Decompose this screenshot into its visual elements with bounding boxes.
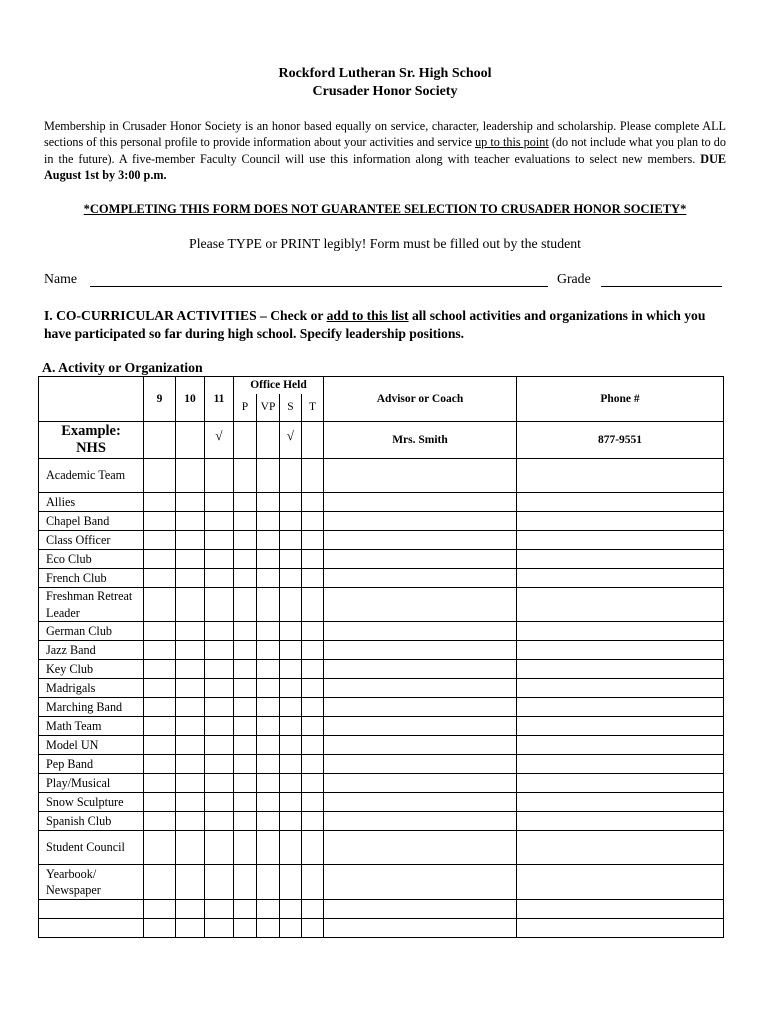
activity-rows bbox=[39, 459, 724, 938]
grade-11-header: 11 bbox=[205, 377, 234, 422]
office-t-check[interactable] bbox=[302, 459, 324, 493]
grade-10-check[interactable] bbox=[176, 698, 205, 717]
office-t-check[interactable] bbox=[302, 793, 324, 812]
office-vp-check[interactable] bbox=[257, 919, 280, 938]
office-t-check[interactable] bbox=[302, 900, 324, 919]
table-row bbox=[39, 793, 724, 812]
phone-cell[interactable] bbox=[517, 550, 724, 569]
activity-name: Spanish Club bbox=[39, 812, 144, 831]
grade-11-check[interactable] bbox=[205, 512, 234, 531]
advisor-cell[interactable] bbox=[324, 679, 517, 698]
advisor-cell[interactable] bbox=[324, 865, 517, 900]
office-s-check[interactable] bbox=[280, 660, 302, 679]
office-vp-check[interactable] bbox=[257, 588, 280, 622]
table-row bbox=[39, 679, 724, 698]
grade-9-check[interactable] bbox=[144, 900, 176, 919]
advisor-cell[interactable] bbox=[324, 660, 517, 679]
office-p-check[interactable] bbox=[234, 717, 257, 736]
table-row bbox=[39, 550, 724, 569]
advisor-cell[interactable] bbox=[324, 919, 517, 938]
grade-10-check[interactable] bbox=[176, 588, 205, 622]
grade-11-check[interactable] bbox=[205, 831, 234, 865]
office-s-check[interactable] bbox=[280, 493, 302, 512]
office-s-check[interactable] bbox=[280, 588, 302, 622]
table-row bbox=[39, 588, 724, 622]
office-s-check[interactable] bbox=[280, 717, 302, 736]
office-vp-check[interactable] bbox=[257, 679, 280, 698]
activity-name bbox=[39, 919, 144, 938]
office-vp-check[interactable] bbox=[257, 900, 280, 919]
activity-name: German Club bbox=[39, 622, 144, 641]
office-t-check[interactable] bbox=[302, 493, 324, 512]
office-p-check[interactable] bbox=[234, 531, 257, 550]
activity-name bbox=[39, 900, 144, 919]
grade-10-check[interactable] bbox=[176, 831, 205, 865]
grade-10-check[interactable] bbox=[176, 736, 205, 755]
grade-9-check[interactable] bbox=[144, 622, 176, 641]
grade-9-check[interactable] bbox=[144, 493, 176, 512]
table-header-row bbox=[39, 377, 724, 394]
office-p-check[interactable] bbox=[234, 493, 257, 512]
advisor-cell[interactable] bbox=[324, 493, 517, 512]
activities-table bbox=[38, 376, 724, 938]
grade-9-check[interactable] bbox=[144, 755, 176, 774]
office-vp-check[interactable] bbox=[257, 831, 280, 865]
office-t-check[interactable] bbox=[302, 550, 324, 569]
activity-name: French Club bbox=[39, 569, 144, 588]
advisor-cell[interactable] bbox=[324, 812, 517, 831]
grade-9-check[interactable] bbox=[144, 512, 176, 531]
phone-cell[interactable] bbox=[517, 493, 724, 512]
office-t-check[interactable] bbox=[302, 755, 324, 774]
section-heading: I. CO-CURRICULAR ACTIVITIES – Check or add to this list all school activities and organizations in which you have participated so far during high school. Specify leadership positions. bbox=[44, 308, 706, 341]
grade-10-check[interactable] bbox=[176, 512, 205, 531]
activity-name: Play/Musical bbox=[39, 774, 144, 793]
office-s-check[interactable] bbox=[280, 812, 302, 831]
example-advisor: Mrs. Smith bbox=[324, 422, 517, 459]
phone-cell[interactable] bbox=[517, 755, 724, 774]
office-p-check[interactable] bbox=[234, 588, 257, 622]
table-row bbox=[39, 622, 724, 641]
advisor-cell[interactable] bbox=[324, 831, 517, 865]
office-p-check[interactable] bbox=[234, 550, 257, 569]
example-phone: 877-9551 bbox=[517, 422, 724, 459]
phone-cell[interactable] bbox=[517, 569, 724, 588]
grade-10-check[interactable] bbox=[176, 865, 205, 900]
office-s-header: S bbox=[280, 394, 302, 422]
advisor-cell[interactable] bbox=[324, 774, 517, 793]
grade-field[interactable] bbox=[601, 286, 722, 287]
grade-9-check[interactable] bbox=[144, 736, 176, 755]
grade-9-check[interactable] bbox=[144, 569, 176, 588]
grade-10-header: 10 bbox=[176, 377, 205, 422]
grade-10-check[interactable] bbox=[176, 812, 205, 831]
table-row bbox=[39, 512, 724, 531]
office-t-check[interactable] bbox=[302, 717, 324, 736]
office-vp-check[interactable] bbox=[257, 698, 280, 717]
office-t-check[interactable] bbox=[302, 588, 324, 622]
office-p-check[interactable] bbox=[234, 774, 257, 793]
table-row bbox=[39, 755, 724, 774]
office-s-check[interactable] bbox=[280, 459, 302, 493]
grade-label: Grade bbox=[557, 271, 591, 286]
grade-11-check[interactable] bbox=[205, 531, 234, 550]
grade-9-check[interactable] bbox=[144, 919, 176, 938]
office-s-check[interactable] bbox=[280, 919, 302, 938]
phone-cell[interactable] bbox=[517, 774, 724, 793]
check-cell[interactable] bbox=[257, 422, 280, 459]
advisor-cell[interactable] bbox=[324, 622, 517, 641]
grade-9-check[interactable] bbox=[144, 865, 176, 900]
grade-10-check[interactable] bbox=[176, 660, 205, 679]
office-s-check[interactable] bbox=[280, 698, 302, 717]
table-row bbox=[39, 660, 724, 679]
phone-cell[interactable] bbox=[517, 698, 724, 717]
grade-10-check[interactable] bbox=[176, 569, 205, 588]
office-p-check[interactable] bbox=[234, 793, 257, 812]
grade-11-check[interactable] bbox=[205, 774, 234, 793]
activity-name: Pep Band bbox=[39, 755, 144, 774]
office-vp-check[interactable] bbox=[257, 812, 280, 831]
table-row bbox=[39, 865, 724, 900]
phone-cell[interactable] bbox=[517, 736, 724, 755]
fill-instructions: Please TYPE or PRINT legibly! Form must be filled out by the student bbox=[189, 236, 581, 251]
activity-column-header bbox=[39, 377, 144, 422]
grade-9-check[interactable] bbox=[144, 531, 176, 550]
phone-cell[interactable] bbox=[517, 717, 724, 736]
grade-10-check[interactable] bbox=[176, 793, 205, 812]
grade-11-check[interactable] bbox=[205, 717, 234, 736]
grade-9-check[interactable] bbox=[144, 717, 176, 736]
office-t-check[interactable] bbox=[302, 831, 324, 865]
activity-name: Marching Band bbox=[39, 698, 144, 717]
activity-name: Student Council bbox=[39, 831, 144, 865]
office-t-check[interactable] bbox=[302, 641, 324, 660]
grade-10-check[interactable] bbox=[176, 717, 205, 736]
phone-cell[interactable] bbox=[517, 812, 724, 831]
activity-name: Model UN bbox=[39, 736, 144, 755]
table-row bbox=[39, 919, 724, 938]
office-held-header: Office Held bbox=[234, 377, 324, 394]
grade-10-check[interactable] bbox=[176, 493, 205, 512]
office-s-check[interactable] bbox=[280, 641, 302, 660]
table-row bbox=[39, 459, 724, 493]
grade-9-check[interactable] bbox=[144, 679, 176, 698]
grade-9-check[interactable] bbox=[144, 812, 176, 831]
office-p-check[interactable] bbox=[234, 622, 257, 641]
advisor-cell[interactable] bbox=[324, 569, 517, 588]
activity-name: Allies bbox=[39, 493, 144, 512]
office-vp-check[interactable] bbox=[257, 569, 280, 588]
office-t-check[interactable] bbox=[302, 569, 324, 588]
table-row bbox=[39, 698, 724, 717]
activity-name: Freshman Retreat Leader bbox=[39, 588, 144, 622]
office-p-check[interactable] bbox=[234, 569, 257, 588]
grade-10-check[interactable] bbox=[176, 641, 205, 660]
grade-11-check[interactable] bbox=[205, 569, 234, 588]
office-t-check[interactable] bbox=[302, 512, 324, 531]
office-p-check[interactable] bbox=[234, 900, 257, 919]
name-label: Name bbox=[44, 271, 77, 286]
table-row bbox=[39, 812, 724, 831]
grade-10-check[interactable] bbox=[176, 679, 205, 698]
check-cell[interactable] bbox=[144, 422, 176, 459]
office-t-check[interactable] bbox=[302, 865, 324, 900]
grade-9-check[interactable] bbox=[144, 774, 176, 793]
grade-11-check[interactable] bbox=[205, 865, 234, 900]
grade-9-check[interactable] bbox=[144, 698, 176, 717]
grade-9-check[interactable] bbox=[144, 459, 176, 493]
office-vp-check[interactable] bbox=[257, 774, 280, 793]
office-p-check[interactable] bbox=[234, 660, 257, 679]
check-cell[interactable] bbox=[234, 422, 257, 459]
office-vp-check[interactable] bbox=[257, 493, 280, 512]
office-t-check[interactable] bbox=[302, 919, 324, 938]
office-s-check[interactable] bbox=[280, 550, 302, 569]
phone-cell[interactable] bbox=[517, 679, 724, 698]
office-s-check[interactable] bbox=[280, 736, 302, 755]
table-row bbox=[39, 531, 724, 550]
phone-cell[interactable] bbox=[517, 531, 724, 550]
office-t-header: T bbox=[302, 394, 324, 422]
phone-cell[interactable] bbox=[517, 793, 724, 812]
office-vp-check[interactable] bbox=[257, 717, 280, 736]
activity-name: Madrigals bbox=[39, 679, 144, 698]
grade-11-check[interactable] bbox=[205, 588, 234, 622]
grade-11-check[interactable] bbox=[205, 736, 234, 755]
office-p-check[interactable] bbox=[234, 919, 257, 938]
office-s-check[interactable] bbox=[280, 793, 302, 812]
grade-11-check[interactable] bbox=[205, 459, 234, 493]
office-p-check[interactable] bbox=[234, 865, 257, 900]
grade-10-check[interactable] bbox=[176, 919, 205, 938]
office-p-check[interactable] bbox=[234, 459, 257, 493]
table-row bbox=[39, 831, 724, 865]
activity-name: Jazz Band bbox=[39, 641, 144, 660]
office-s-check[interactable] bbox=[280, 831, 302, 865]
grade-10-check[interactable] bbox=[176, 531, 205, 550]
advisor-cell[interactable] bbox=[324, 588, 517, 622]
office-p-check[interactable] bbox=[234, 831, 257, 865]
phone-header: Phone # bbox=[517, 377, 724, 422]
grade-10-check[interactable] bbox=[176, 622, 205, 641]
activity-name: Math Team bbox=[39, 717, 144, 736]
phone-cell[interactable] bbox=[517, 622, 724, 641]
office-vp-check[interactable] bbox=[257, 550, 280, 569]
example-check-11: √ bbox=[205, 422, 234, 459]
advisor-cell[interactable] bbox=[324, 698, 517, 717]
office-s-check[interactable] bbox=[280, 512, 302, 531]
phone-cell[interactable] bbox=[517, 512, 724, 531]
office-s-check[interactable] bbox=[280, 622, 302, 641]
phone-cell[interactable] bbox=[517, 588, 724, 622]
phone-cell[interactable] bbox=[517, 900, 724, 919]
selection-notice: *COMPLETING THIS FORM DOES NOT GUARANTEE SELECTION TO CRUSADER HONOR SOCIETY* bbox=[83, 202, 687, 216]
table-row bbox=[39, 736, 724, 755]
grade-11-check[interactable] bbox=[205, 493, 234, 512]
phone-cell[interactable] bbox=[517, 865, 724, 900]
grade-10-check[interactable] bbox=[176, 550, 205, 569]
advisor-cell[interactable] bbox=[324, 755, 517, 774]
activity-name: Chapel Band bbox=[39, 512, 144, 531]
grade-10-check[interactable] bbox=[176, 774, 205, 793]
table-row bbox=[39, 569, 724, 588]
office-t-check[interactable] bbox=[302, 622, 324, 641]
grade-11-check[interactable] bbox=[205, 919, 234, 938]
check-cell[interactable] bbox=[302, 422, 324, 459]
grade-11-check[interactable] bbox=[205, 622, 234, 641]
activity-name: Eco Club bbox=[39, 550, 144, 569]
grade-9-check[interactable] bbox=[144, 641, 176, 660]
grade-11-check[interactable] bbox=[205, 793, 234, 812]
office-t-check[interactable] bbox=[302, 531, 324, 550]
grade-9-check[interactable] bbox=[144, 660, 176, 679]
grade-11-check[interactable] bbox=[205, 900, 234, 919]
grade-10-check[interactable] bbox=[176, 459, 205, 493]
phone-cell[interactable] bbox=[517, 641, 724, 660]
grade-10-check[interactable] bbox=[176, 755, 205, 774]
phone-cell[interactable] bbox=[517, 660, 724, 679]
office-p-check[interactable] bbox=[234, 755, 257, 774]
office-s-check[interactable] bbox=[280, 569, 302, 588]
activity-name: Class Officer bbox=[39, 531, 144, 550]
office-p-check[interactable] bbox=[234, 736, 257, 755]
table-row bbox=[39, 717, 724, 736]
grade-9-header: 9 bbox=[144, 377, 176, 422]
office-vp-check[interactable] bbox=[257, 622, 280, 641]
grade-10-check[interactable] bbox=[176, 900, 205, 919]
office-vp-check[interactable] bbox=[257, 641, 280, 660]
office-vp-header: VP bbox=[257, 394, 280, 422]
office-vp-check[interactable] bbox=[257, 793, 280, 812]
activity-name: Academic Team bbox=[39, 459, 144, 493]
society-name: Crusader Honor Society bbox=[312, 84, 458, 99]
office-t-check[interactable] bbox=[302, 660, 324, 679]
office-vp-check[interactable] bbox=[257, 660, 280, 679]
school-name: Rockford Lutheran Sr. High School bbox=[278, 66, 492, 81]
name-field[interactable] bbox=[90, 286, 548, 287]
grade-11-check[interactable] bbox=[205, 679, 234, 698]
office-s-check[interactable] bbox=[280, 774, 302, 793]
intro-paragraph: Membership in Crusader Honor Society is an honor based equally on service, character, leadership and scholarship. Please complete ALL sections of this personal profile to provide information about your activities and service up to this point (do not include what you plan to do in the future). A five-member Faculty Council will use this information along with teacher evaluations to select new members. DUE August 1st by 3:00 p.m. bbox=[44, 119, 726, 182]
office-s-check[interactable] bbox=[280, 531, 302, 550]
advisor-cell[interactable] bbox=[324, 550, 517, 569]
office-t-check[interactable] bbox=[302, 679, 324, 698]
office-vp-check[interactable] bbox=[257, 531, 280, 550]
phone-cell[interactable] bbox=[517, 459, 724, 493]
activity-name: Key Club bbox=[39, 660, 144, 679]
office-t-check[interactable] bbox=[302, 774, 324, 793]
office-vp-check[interactable] bbox=[257, 512, 280, 531]
advisor-cell[interactable] bbox=[324, 459, 517, 493]
advisor-cell[interactable] bbox=[324, 793, 517, 812]
office-p-check[interactable] bbox=[234, 641, 257, 660]
office-s-check[interactable] bbox=[280, 900, 302, 919]
grade-11-check[interactable] bbox=[205, 812, 234, 831]
office-t-check[interactable] bbox=[302, 812, 324, 831]
activity-name: Yearbook/ Newspaper bbox=[39, 865, 144, 900]
grade-11-check[interactable] bbox=[205, 641, 234, 660]
grade-11-check[interactable] bbox=[205, 755, 234, 774]
advisor-cell[interactable] bbox=[324, 900, 517, 919]
activity-subheading: A. Activity or Organization bbox=[42, 360, 203, 375]
office-vp-check[interactable] bbox=[257, 865, 280, 900]
phone-cell[interactable] bbox=[517, 831, 724, 865]
office-s-check[interactable] bbox=[280, 865, 302, 900]
office-p-check[interactable] bbox=[234, 679, 257, 698]
table-row bbox=[39, 641, 724, 660]
office-p-check[interactable] bbox=[234, 812, 257, 831]
office-vp-check[interactable] bbox=[257, 459, 280, 493]
activity-name: Snow Sculpture bbox=[39, 793, 144, 812]
advisor-cell[interactable] bbox=[324, 736, 517, 755]
table-row bbox=[39, 493, 724, 512]
office-t-check[interactable] bbox=[302, 698, 324, 717]
office-vp-check[interactable] bbox=[257, 736, 280, 755]
grade-11-check[interactable] bbox=[205, 660, 234, 679]
office-s-check[interactable] bbox=[280, 679, 302, 698]
office-s-check[interactable] bbox=[280, 755, 302, 774]
example-check-s: √ bbox=[280, 422, 302, 459]
office-p-check[interactable] bbox=[234, 512, 257, 531]
advisor-cell[interactable] bbox=[324, 641, 517, 660]
office-vp-check[interactable] bbox=[257, 755, 280, 774]
advisor-cell[interactable] bbox=[324, 717, 517, 736]
advisor-header: Advisor or Coach bbox=[324, 377, 517, 422]
grade-11-check[interactable] bbox=[205, 698, 234, 717]
example-row bbox=[39, 422, 724, 459]
office-p-header: P bbox=[234, 394, 257, 422]
grade-11-check[interactable] bbox=[205, 550, 234, 569]
table-row bbox=[39, 900, 724, 919]
grade-9-check[interactable] bbox=[144, 550, 176, 569]
table-row bbox=[39, 774, 724, 793]
grade-9-check[interactable] bbox=[144, 588, 176, 622]
grade-9-check[interactable] bbox=[144, 831, 176, 865]
advisor-cell[interactable] bbox=[324, 512, 517, 531]
check-cell[interactable] bbox=[176, 422, 205, 459]
example-label: Example: NHS bbox=[39, 422, 144, 459]
grade-9-check[interactable] bbox=[144, 793, 176, 812]
advisor-cell[interactable] bbox=[324, 531, 517, 550]
office-p-check[interactable] bbox=[234, 698, 257, 717]
phone-cell[interactable] bbox=[517, 919, 724, 938]
office-t-check[interactable] bbox=[302, 736, 324, 755]
